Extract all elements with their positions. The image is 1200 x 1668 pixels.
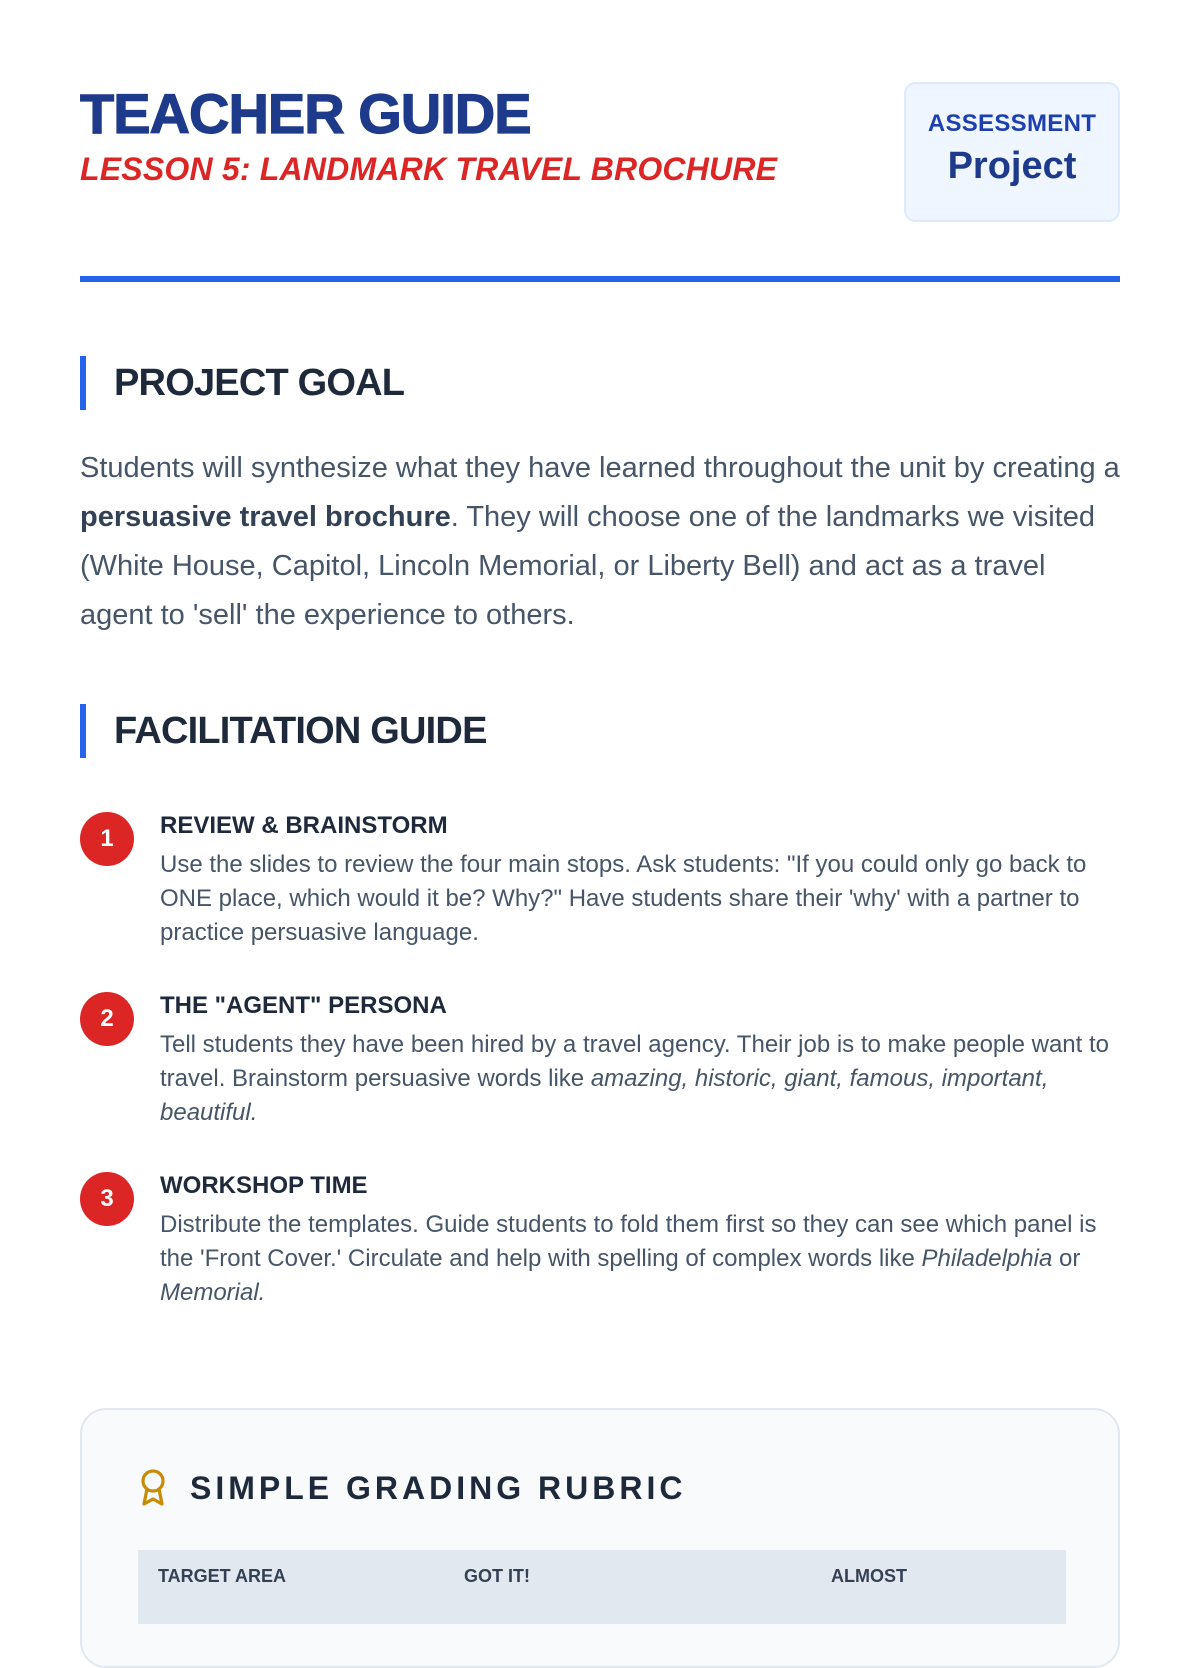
section-accent-bar: [80, 356, 86, 410]
step-description-text: Distribute the templates. Guide students to fold them first so they can see which panel is the 'Front Cover.' Circulate and help with spelling of complex words like: [160, 1211, 1097, 1272]
award-ribbon-icon: [138, 1468, 168, 1508]
assessment-badge: [904, 82, 1120, 222]
step-number-badge: 1: [80, 812, 134, 866]
section-title: PROJECT GOAL: [114, 362, 405, 404]
step-title: WORKSHOP TIME: [160, 1172, 368, 1199]
grading-rubric-card: [80, 1408, 1120, 1668]
rubric-column-header: ALMOST: [811, 1550, 1066, 1624]
step-body: [160, 990, 1120, 1130]
goal-text-emphasis: persuasive travel brochure: [80, 501, 451, 533]
step-description: Use the slides to review the four main stops. Ask students: "If you could only go back to ONE place, which would it be? Why?" Have students share their 'why' with a partner to practice persuasive language.: [160, 851, 1087, 946]
facilitation-guide-heading: [80, 704, 1120, 758]
rubric-table: [138, 1550, 1066, 1624]
step-description-emphasis: Philadelphia: [921, 1245, 1053, 1272]
rubric-title: SIMPLE GRADING RUBRIC: [190, 1470, 687, 1506]
rubric-column-header: GOT IT!: [444, 1550, 811, 1624]
step-description-emphasis: Memorial.: [160, 1279, 266, 1306]
section-accent-bar: [80, 704, 86, 758]
lesson-subtitle: LESSON 5: LANDMARK TRAVEL BROCHURE: [80, 151, 778, 187]
badge-value: Project: [947, 145, 1077, 187]
step-description-text: or: [1052, 1245, 1081, 1272]
goal-text-part: Students will synthesize what they have learned throughout the unit by creating a: [80, 452, 1120, 484]
step-description: [160, 1028, 1120, 1130]
step-title: THE "AGENT" PERSONA: [160, 992, 447, 1019]
step-body: [160, 810, 1120, 950]
document-title: TEACHER GUIDE: [80, 82, 531, 145]
step-number-badge: 2: [80, 992, 134, 1046]
document-header: [80, 82, 1120, 232]
goal-text-part: . They will choose one of the landmarks we visited (White House, Capitol, Lincoln Memorial, or Liberty Bell) and act as a travel agent to 'sell' the experience to others.: [80, 501, 1095, 631]
project-goal-heading: [80, 356, 1120, 410]
header-divider: [80, 276, 1120, 282]
step-number-badge: 3: [80, 1172, 134, 1226]
step-description-emphasis: amazing, historic, giant, famous, important, beautiful.: [160, 1065, 1049, 1126]
badge-kicker: ASSESSMENT: [927, 110, 1097, 137]
step-description-text: Tell students they have been hired by a travel agency. Their job is to make people want to travel. Brainstorm persuasive words like: [160, 1031, 1110, 1092]
step-description: [160, 1208, 1120, 1310]
rubric-header-row: [138, 1550, 1066, 1624]
section-title: FACILITATION GUIDE: [114, 710, 487, 752]
project-goal-text: [80, 444, 1120, 640]
step-body: [160, 1170, 1120, 1310]
rubric-column-header: TARGET AREA: [138, 1550, 444, 1624]
step-title: REVIEW & BRAINSTORM: [160, 812, 448, 839]
